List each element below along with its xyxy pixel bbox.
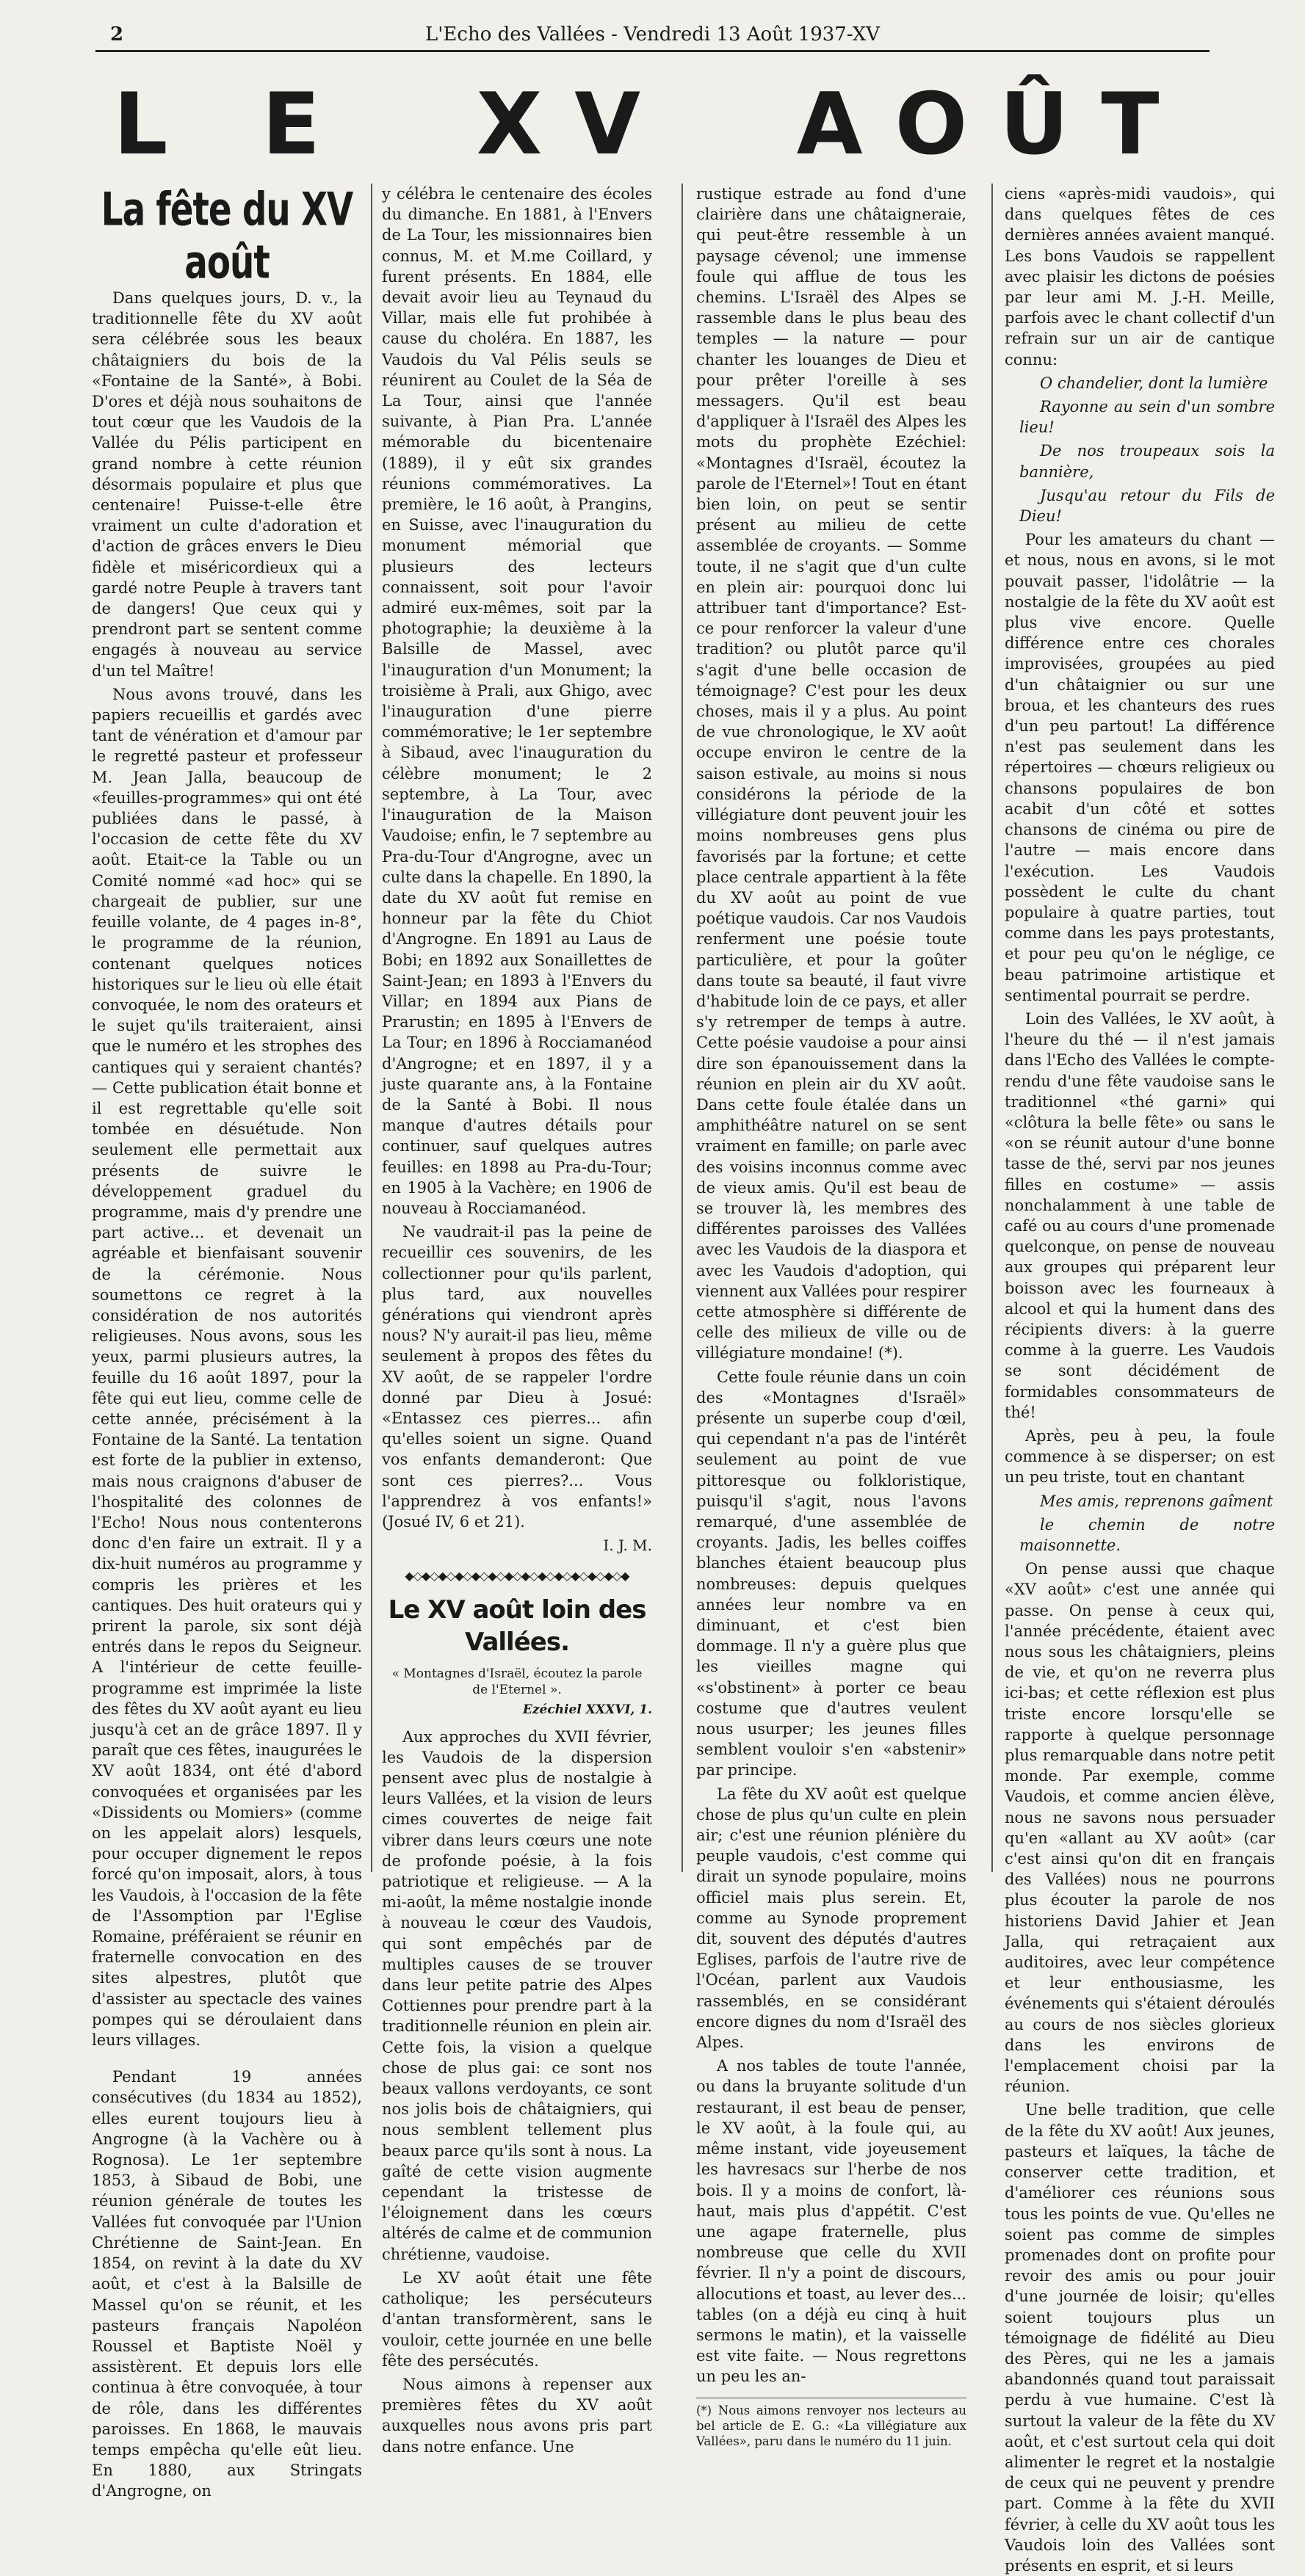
column-rule <box>991 184 993 1872</box>
paragraph: Nous avons trouvé, dans les papiers recueillis et gardés avec tant de vénération et d'amour par le regretté pasteur et professeur M. Jean Jalla, beaucoup de «feuilles-programmes» qui ont été publiées dans le passé, à l'occasion de cette fête du XV août. Etait-ce la Table ou un Comité nommé «ad hoc» qui se chargeait de publier, sur une feuille volante, de 4 pages in-8°, le programme de la réunion, contenant quelques notices historiques sur le lieu où elle était convoquée, le nom des orateurs et le sujet qu'ils traiteraient, ainsi que le numéro et les strophes des cantiques qui y seraient chantés? — Cette publication était bonne et il est regrettable qu'elle soit tombée en désuétude. Non seulement elle permettait aux présents de suivre le développement graduel du programme, mais d'y prendre une part active... et devenait un agréable et bienfaisant souvenir de la cérémonie. Nous soumettons ce regret à la considération de nos autorités religieuses. Nous avons, sous les yeux, parmi plusieurs autres, la feuille du 16 août 1897, pour la fête qui eut lieu, comme celle de cette année, précisément à la Fontaine de la Santé. La tentation est forte de la publier in extenso, mais nous craignons d'abuser de l'hospitalité des colonnes de l'Echo! Nous nous contenterons donc d'en faire un extrait. Il y a dix-huit numéros au programme y compris les prières et les cantiques. Des huit orateurs qui y prirent la parole, six sont déjà entrés dans le repos du Seigneur. A l'intérieur de cette feuille-programme est imprimée la liste des fêtes du XV août ayant eu lieu jusqu'à cet an de grâce 1897. Il y paraît que ces fêtes, inaugurées le XV août 1834, ont été d'abord convoquées et organisées par les «Dissidents ou Momiers» (comme on les appelait alors) lesquels, pour occuper dignement le repos forcé qu'on imposait, alors, à tous les Vaudois, à l'occasion de la fête de l'Assomption par l'Eglise Romaine, préféraient se réunir en fraternelle convocation en des sites alpestres, plutôt que d'assister au spectacle des vaines pompes qui se déroulaient dans leurs villages. <box>92 685 363 2050</box>
paragraph: Après, peu à peu, la foule commence à se disperser; on est un peu triste, tout en chantant <box>1005 1426 1275 1487</box>
paragraph: Dans quelques jours, D. v., la traditionnelle fête du XV août sera célébrée sous les beaux châtaigniers du bois de la «Fontaine de la Santé», à Bobi. D'ores et déjà nous souhaitons de tout cœur que les Vaudois de la Vallée du Pélis participent en grand nombre à cette réunion désormais populaire et plus que centenaire! Puisse-t-elle être vraiment un culte d'adoration et d'action de grâces envers le Dieu fidèle et miséricordieux qui a gardé notre Peuple à travers tant de dangers! Que ceux qui y prendront part se sentent comme engagés à nouveau au service d'un tel Maître! <box>92 289 362 680</box>
column-3 <box>696 184 967 2448</box>
article-signature: I. J. M. <box>603 1536 652 1555</box>
paragraph: Loin des Vallées, le XV août, à l'heure du thé — il n'est jamais dans l'Echo des Vallées le compte-rendu d'une fête vaudoise sans le traditionnel «thé garni» qui «clôtura la belle fête» ou sans le «on se réunit autour d'une bonne tasse de thé, servi par nos jeunes filles en costume» — assis nonchalamment à une table de café ou au cours d'une promenade quelconque, on pense de nouveau aux groupes qui préparent leur boisson avec les fourneaux à alcool et qui la hument dans des récipients divers: à la guerre comme à la guerre. Les Vaudois se sont décidément de formidables consommateurs de thé! <box>1005 1009 1275 1421</box>
verse-line: O chandelier, dont la lumière <box>1040 374 1268 392</box>
paragraph: Pour les amateurs du chant — et nous, nous en avons, si le mot pouvait passer, l'idolâtrie — la nostalgie de la fête du XV août est plus vive encore. Quelle différence entre ces chorales improvisées, groupées au pied d'un châtaignier ou sur une broua, et les chanteurs des rues d'un peu partout! La différence n'est pas seulement dans les répertoires — chœurs religieux ou chansons populaires de bon acabit d'un côté et sottes chansons de cinéma ou pire de l'autre — mais encore dans l'exécution. Les Vaudois possèdent le culte du chant populaire à quatre parties, tout comme dans les pays protestants, et pour peu qu'on le néglige, ce beau patrimoine artistique et sentimental pourrait se perdre. <box>1005 531 1275 1004</box>
paragraph: Cette foule réunie dans un coin des «Montagnes d'Israël» présente un superbe coup d'œil, qui cependant n'a pas de l'intérêt seulement au point de vue pittoresque ou folkloristique, puisqu'il s'agit, nous l'avons remarqué, d'une assemblée de croyants. Jadis, les belles coiffes blanches étaient beaucoup plus nombreuses: depuis quelques années leur nombre va en diminuant, et c'est bien dommage. Il n'y a guère plus que les vieilles magne qui «s'obstinent» à porter ce beau costume que d'autres veulent nous usurper; les jeunes filles semblent vouloir s'en «abstenir» par principe. <box>696 1368 966 1779</box>
epigraph: « Montagnes d'Israël, écoutez la parole de l'Eternel ». <box>391 1666 643 1698</box>
column-2 <box>382 184 652 2456</box>
footnote: (*) Nous aimons renvoyer nos lecteurs au bel article de E. G.: «La villégiature aux Vallées», paru dans le numéro du 11 juin. <box>696 2398 966 2449</box>
verse-line: Rayonne au sein d'un sombre lieu! <box>1019 398 1275 437</box>
article-title: La fête du XV août <box>101 184 353 289</box>
column-1 <box>92 184 363 2500</box>
column-4 <box>1005 184 1275 2575</box>
epigraph-reference: Ezéchiel XXXVI, 1. <box>522 1702 652 1718</box>
verse-line: De nos troupeaux sois la bannière, <box>1019 442 1275 481</box>
verse-line: Jusqu'au retour du Fils de Dieu! <box>1019 486 1275 526</box>
paragraph: On pense aussi que chaque «XV août» c'est une année qui passe. On pense à ceux qui, l'année précédente, étaient avec nous sous les châtaigniers, pleins de vie, et qu'on ne reverra plus ici-bas; et cette réflexion est plus triste encore lorsqu'elle se rapporte à quelque personnage plus remarquable dans notre petit monde. Par exemple, comme Vaudois, et comme ancien élève, nous ne savons nous persuader qu'en «allant au XV août» (car c'est ainsi qu'on dit en français des Vallées) nous ne pourrons plus écouter la parole de nos historiens David Jahier et Jean Jalla, qui retraçaient aux auditoires, avec leur compétence et leur enthousiasme, les événements qui s'étaient déroulés au cours de nos siècles glorieux dans les environs de l'emplacement choisi par la réunion. <box>1005 1560 1275 2096</box>
running-header <box>95 21 1210 52</box>
paragraph: rustique estrade au fond d'une clairière dans une châtaigneraie, qui peut-être ressemble à un paysage cévenol; une immense foule qui afflue de tous les chemins. L'Israël des Alpes se rassemble dans le plus beau des temples — la nature — pour chanter les louanges de Dieu et pour prêter l'oreille à ses messagers. Qu'il est beau d'appliquer à l'Israël des Alpes les mots du prophète Ezéchiel: «Montagnes d'Israël, écoutez la parole de l'Eternel»! Tout en étant bien loin, on peut se sentir présent au milieu de cette assemblée de croyants. — Somme toute, il ne s'agit que d'un culte en plein air: pourquoi donc lui attribuer tant d'importance? Est-ce pour renforcer la valeur d'une tradition? ou plutôt parce qu'il s'agit d'une belle occasion de témoignage? C'est pour les deux choses, mais il y a plus. Au point de vue chronologique, le XV août occupe environ le centre de la saison estivale, au moins si nous considérons la période de la villégiature dont peuvent jouir les moins nombreuses gens plus favorisés par la fortune; et cette place centrale appartient à la fête du XV août au point de vue poétique vaudois. Car nos Vaudois renferment une poésie toute particulière, et pour la goûter dans toute sa beauté, il faut vivre d'habitude loin de ce pays, et aller s'y retremper de temps à autre. Cette poésie vaudoise a pour ainsi dire son épanouissement dans la réunion en plein air du XV août. Dans cette foule étalée dans un amphithéâtre naturel on se sent vraiment en famille; on parle avec des voisins inconnus comme avec de vieux amis. Qu'il est beau de se trouver là, les membres des différentes paroisses des Vallées avec les Vaudois de la diaspora et avec les Vaudois d'adoption, qui viennent aux Vallées pour respirer cette atmosphère si différente de celle des milieux de ville ou de villégiature mondaine! (*). <box>696 185 967 1363</box>
paragraph: A nos tables de toute l'année, ou dans la bruyante solitude d'un restaurant, il est beau de penser, le XV août, à la foule qui, au même instant, vide joyeusement les havresacs sur l'herbe de nos bois. Il y a moins de confort, là-haut, mais plus d'appétit. C'est une agape fraternelle, plus nombreuse que celle du XVII février. Il n'y a point de discours, allocutions et toast, au lever des... tables (on a déjà eu cinq à huit sermons le matin), et la vaisselle est vite faite. — Nous regrettons un peu les an- <box>696 2057 966 2386</box>
page-number: 2 <box>110 23 124 46</box>
verse-line: Mes amis, reprenons gaîment <box>1040 1492 1273 1510</box>
paragraph: Le XV août était une fête catholique; les persécuteurs d'antan transformèrent, sans le vouloir, cette journée en une belle fête des persécutés. <box>382 2268 652 2370</box>
paragraph: Nous aimons à repenser aux premières fêtes du XV août auxquelles nous avons pris part dans notre enfance. Une <box>382 2375 652 2456</box>
paragraph: Pendant 19 années consécutives (du 1834 au 1852), elles eurent toujours lieu à Angrogne (à la Vachère ou à Rognosa). Le 1er septembre 1853, à Sibaud de Bobi, une réunion générale de toutes les Vallées fut convoquée par l'Union Chrétienne de Saint-Jean. En 1854, on revint à la date du XV août, et c'est à la Balsille de Massel qu'on se réunit, et les pasteurs français Napoléon Roussel et Baptiste Noël y assistèrent. Et depuis lors elle continua à être convoquée, à tour de rôle, dans les différentes paroisses. En 1868, le mauvais temps empêcha qu'elle eût lieu. En 1880, aux Stringats d'Angrogne, on <box>92 2068 362 2500</box>
paragraph: ciens «après-midi vaudois», qui dans quelques fêtes de ces dernières années avaient manqué. Les bons Vaudois se rappellent avec plaisir les dictons de poésies par leur ami M. J.-H. Meille, parfois avec le chant collectif d'un refrain sur un air de cantique connu: <box>1005 185 1275 369</box>
page-banner-title: L E XV AOÛT <box>113 75 1192 174</box>
paragraph: La fête du XV août est quelque chose de plus qu'un culte en plein air; c'est une réunion plénière du peuple vaudois, c'est comme qui dirait un synode populaire, moins officiel mais plus serein. Et, comme au Synode proprement dit, souvent des députés d'autres Eglises, parfois de l'autre rive de l'Océan, parlent aux Vaudois rassemblés, en se considérant encore dignes du nom d'Israël des Alpes. <box>696 1785 966 2052</box>
decorative-divider: ◆◇◆◇◆◇◆◇◆◇◆◇◆◇◆◇◆◇◆◇◆◇◆◇◆◇◆ <box>405 1569 629 1583</box>
column-rule <box>682 184 683 1872</box>
paragraph: Ne vaudrait-il pas la peine de recueillir ces souvenirs, de les collectionner pour qu'ils parlent, plus tard, aux nouvelles générations qui viendront après nous? N'y aurait-il pas lieu, même seulement à propos des fêtes du XV août, de se rappeler l'ordre donné par Dieu à Josué: «Entassez ces pierres... afin qu'elles soient un signe. Quand vos enfants demanderont: Que sont ces pierres?... Vous l'apprendrez à vos enfants!» (Josué IV, 6 et 21). <box>382 1223 652 1531</box>
paragraph: y célébra le centenaire des écoles du dimanche. En 1881, à l'Envers de La Tour, les missionnaires bien connus, M. et M.me Coillard, y furent présents. En 1884, elle devait avoir lieu au Teynaud du Villar, mais elle fut prohibée à cause du choléra. En 1887, les Vaudois du Val Pélis seuls se réunirent au Coulet de la Séa de La Tour, ainsi que l'année suivante, à Pian Pra. L'année mémorable du bicentenaire (1889), il y eût six grandes réunions commémoratives. La première, le 16 août, à Prangins, en Suisse, avec l'inauguration du monument mémorial que plusieurs des lecteurs connaissent, soit pour l'avoir admiré eux-mêmes, soit par la photographie; la deuxième à la Balsille de Massel, avec l'inauguration d'un Monument; la troisième à Prali, aux Ghigo, avec l'inauguration d'une pierre commémorative; le 1er septembre à Sibaud, avec l'inauguration du célèbre monument; le 2 septembre, à La Tour, avec l'inauguration de la Maison Vaudoise; enfin, le 7 septembre au Pra-du-Tour d'Angrogne, avec un culte dans la chapelle. En 1890, la date du XV août fut remise en honneur par la fête du Chiot d'Angrogne. En 1891 au Laus de Bobi; en 1892 aux Sonaillettes de Saint-Jean; en 1893 à l'Envers du Villar; en 1894 aux Pians de Prarustin; en 1895 à l'Envers de La Tour; en 1896 à Rocciamanéod d'Angrogne; et en 1897, il y a juste quarante ans, à la Fontaine de la Santé à Bobi. Il nous manque d'autres détails pour continuer, sauf quelques autres feuilles: en 1898 au Pra-du-Tour; en 1905 à la Vachère; en 1906 de nouveau à Rocciamanéod. <box>382 185 652 1217</box>
paragraph: Aux approches du XVII février, les Vaudois de la dispersion pensent avec plus de nostalgie à leurs Vallées, et la vision de leurs cimes couvertes de neige fait vibrer dans leurs cœurs une note de profonde poésie, à la fois patriotique et religieuse. — A la mi-août, la même nostalgie inonde à nouveau le cœur des Vaudois, qui sont empêchés par de multiples causes de se trouver dans leur petite patrie des Alpes Cottiennes pour prendre part à la traditionnelle réunion en plein air. Cette fois, la vision a quelque chose de plus gai: ce sont nos beaux vallons verdoyants, ce sont nos jolis bois de châtaigniers, qui nous semblent tellement plus beaux parce qu'ils sont à nous. La gaîté de cette vision augmente cependant la tristesse de l'éloignement dans les cœurs altérés de calme et de communion chrétienne, vaudoise. <box>382 1727 652 2263</box>
verse-line: le chemin de notre maisonnette. <box>1019 1515 1275 1554</box>
paragraph: Une belle tradition, que celle de la fête du XV août! Aux jeunes, pasteurs et laïques, la tâche de conserver cette tradition, et d'améliorer ces réunions sous tous les points de vue. Qu'elles ne soient pas comme de simples promenades dont on profite pour revoir des amis ou pour jouir d'une journée de loisir; qu'elles soient toujours plus un témoignage de fidélité au Dieu des Pères, qui ne les a jamais abandonnés quand tout paraissait perdu à vue humaine. C'est là surtout la valeur de la fête du XV août, et c'est surtout cela qui doit alimenter le regret et la nostalgie de ceux qui ne peuvent y prendre part. Comme à la fête du XVII février, à celle du XV août tous les Vaudois loin des Vallées sont présents en esprit, et si leurs <box>1005 2101 1275 2575</box>
running-title: L'Echo des Vallées - Vendredi 13 Août 1937-XV <box>425 23 880 46</box>
column-rule <box>371 184 372 1872</box>
article-title: Le XV août loin des Vallées. <box>388 1595 646 1658</box>
